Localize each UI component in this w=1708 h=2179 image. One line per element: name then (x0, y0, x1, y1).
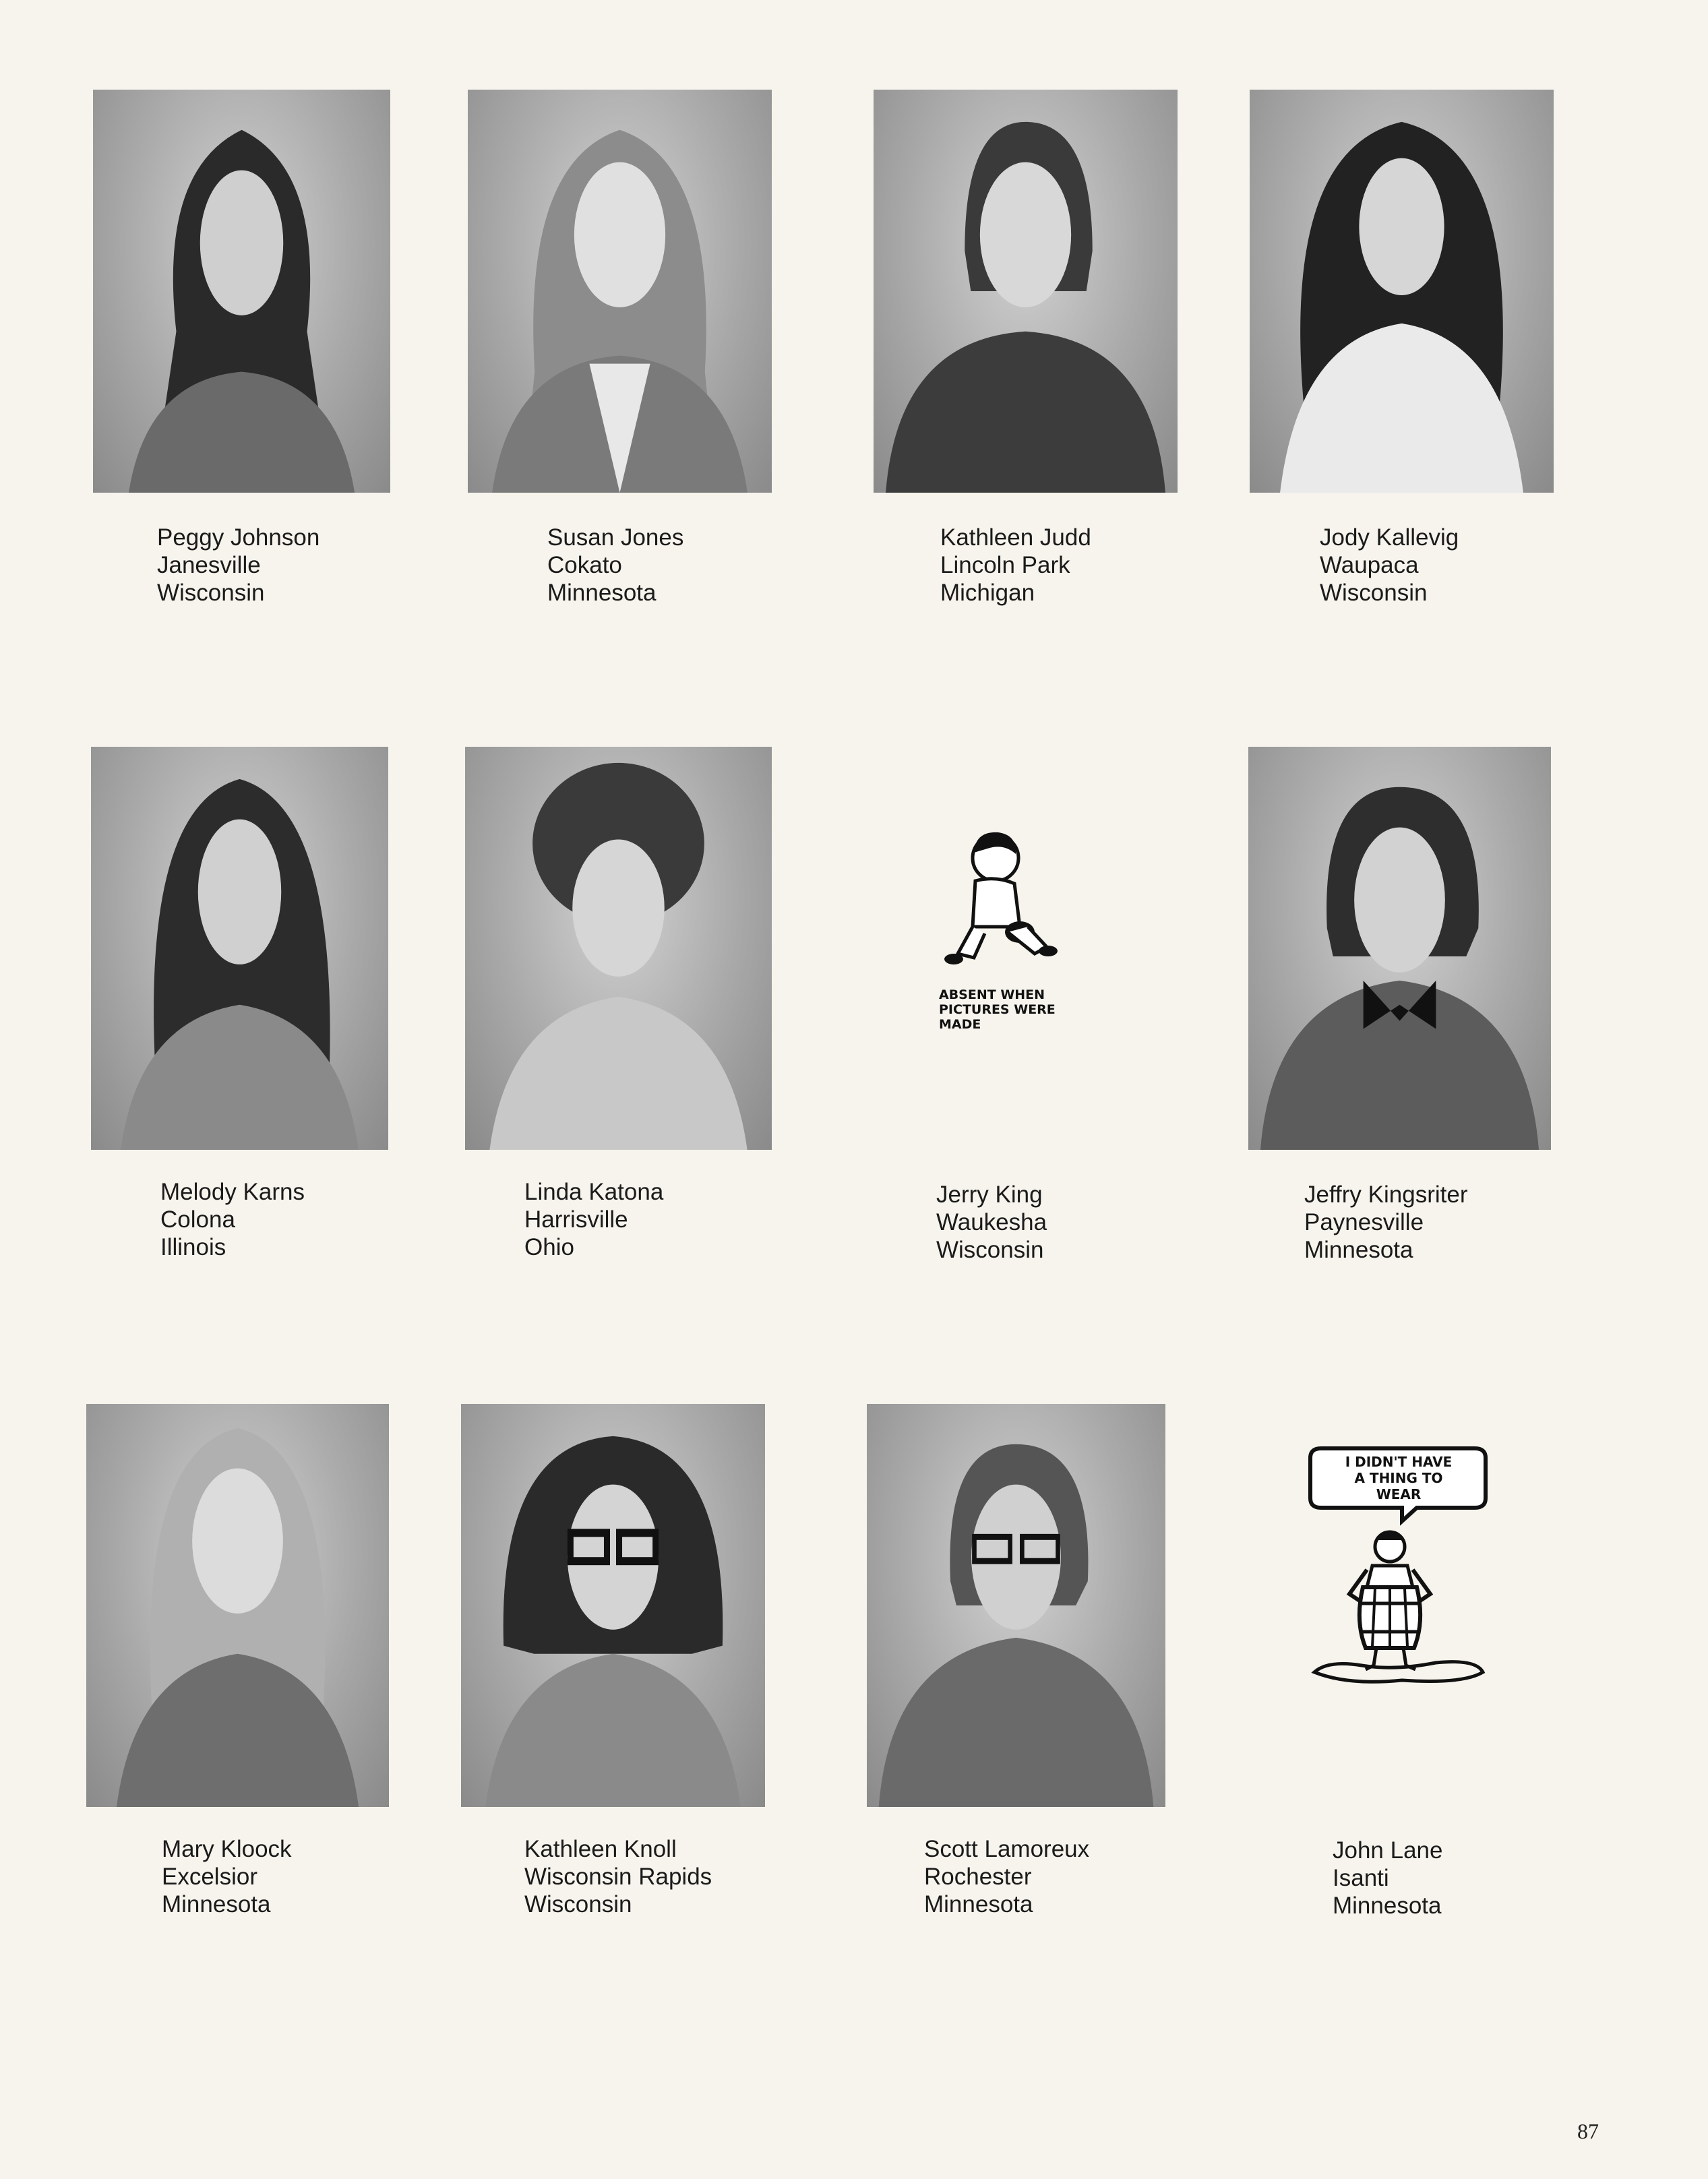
speech-bubble-text (1314, 1454, 1483, 1502)
speech-bubble-line: WEAR (1376, 1486, 1422, 1502)
student-state: Michigan (940, 580, 1035, 606)
student-caption (547, 524, 683, 607)
portrait-photo (465, 747, 772, 1150)
student-name: Jerry King (936, 1181, 1043, 1208)
student-caption (160, 1178, 305, 1261)
student-state: Minnesota (547, 580, 657, 606)
student-caption (524, 1178, 663, 1261)
student-name: Jeffry Kingsriter (1304, 1181, 1468, 1208)
student-city: Rochester (924, 1864, 1032, 1890)
speech-bubble-line: A THING TO (1354, 1470, 1443, 1486)
student-name: Linda Katona (524, 1179, 664, 1205)
student-name: Mary Kloock (162, 1836, 292, 1862)
student-caption (1320, 524, 1459, 607)
student-city: Wisconsin Rapids (524, 1864, 712, 1890)
absent-caption-line: MADE (939, 1017, 981, 1032)
student-city: Harrisville (524, 1206, 628, 1233)
absent-cartoon-illustration (934, 819, 1062, 984)
student-state: Illinois (160, 1234, 226, 1260)
student-name: Scott Lamoreux (924, 1836, 1090, 1862)
student-city: Isanti (1333, 1865, 1389, 1891)
student-city: Lincoln Park (940, 552, 1070, 578)
portrait-photo (874, 90, 1178, 493)
portrait-photo (1250, 90, 1554, 493)
student-caption (1304, 1181, 1468, 1264)
student-name: Jody Kallevig (1320, 524, 1459, 551)
student-city: Excelsior (162, 1864, 257, 1890)
student-state: Wisconsin (157, 580, 265, 606)
portrait-photo (461, 1404, 765, 1807)
speech-bubble-line: I DIDN'T HAVE (1345, 1454, 1453, 1470)
student-name: Susan Jones (547, 524, 684, 551)
student-caption (524, 1835, 712, 1918)
student-name: Melody Karns (160, 1179, 305, 1205)
page-number: 87 (1577, 2119, 1599, 2143)
student-state: Wisconsin (1320, 580, 1428, 606)
student-name: Kathleen Judd (940, 524, 1091, 551)
absent-caption-line: ABSENT WHEN (939, 987, 1045, 1002)
student-city: Cokato (547, 552, 622, 578)
student-caption (157, 524, 319, 607)
student-city: Colona (160, 1206, 235, 1233)
student-name: John Lane (1333, 1837, 1443, 1864)
absent-caption-line: PICTURES WERE (939, 1002, 1056, 1017)
student-state: Wisconsin (936, 1237, 1044, 1263)
portrait-photo (86, 1404, 389, 1807)
student-city: Waupaca (1320, 552, 1419, 578)
student-caption (924, 1835, 1089, 1918)
student-caption (936, 1181, 1047, 1264)
absent-caption (939, 987, 1056, 1032)
portrait-photo (867, 1404, 1165, 1807)
portrait-photo (468, 90, 772, 493)
student-state: Minnesota (1304, 1237, 1413, 1263)
student-state: Wisconsin (524, 1891, 632, 1917)
student-city: Janesville (157, 552, 261, 578)
student-city: Paynesville (1304, 1209, 1424, 1235)
student-name: Kathleen Knoll (524, 1836, 677, 1862)
portrait-photo (93, 90, 390, 493)
student-city: Waukesha (936, 1209, 1047, 1235)
student-state: Minnesota (162, 1891, 271, 1917)
student-state: Minnesota (924, 1891, 1033, 1917)
student-state: Minnesota (1333, 1893, 1442, 1919)
student-state: Ohio (524, 1234, 574, 1260)
student-caption (1333, 1837, 1442, 1920)
student-name: Peggy Johnson (157, 524, 320, 551)
portrait-photo (91, 747, 388, 1150)
student-caption (162, 1835, 292, 1918)
portrait-photo (1248, 747, 1551, 1150)
student-caption (940, 524, 1091, 607)
